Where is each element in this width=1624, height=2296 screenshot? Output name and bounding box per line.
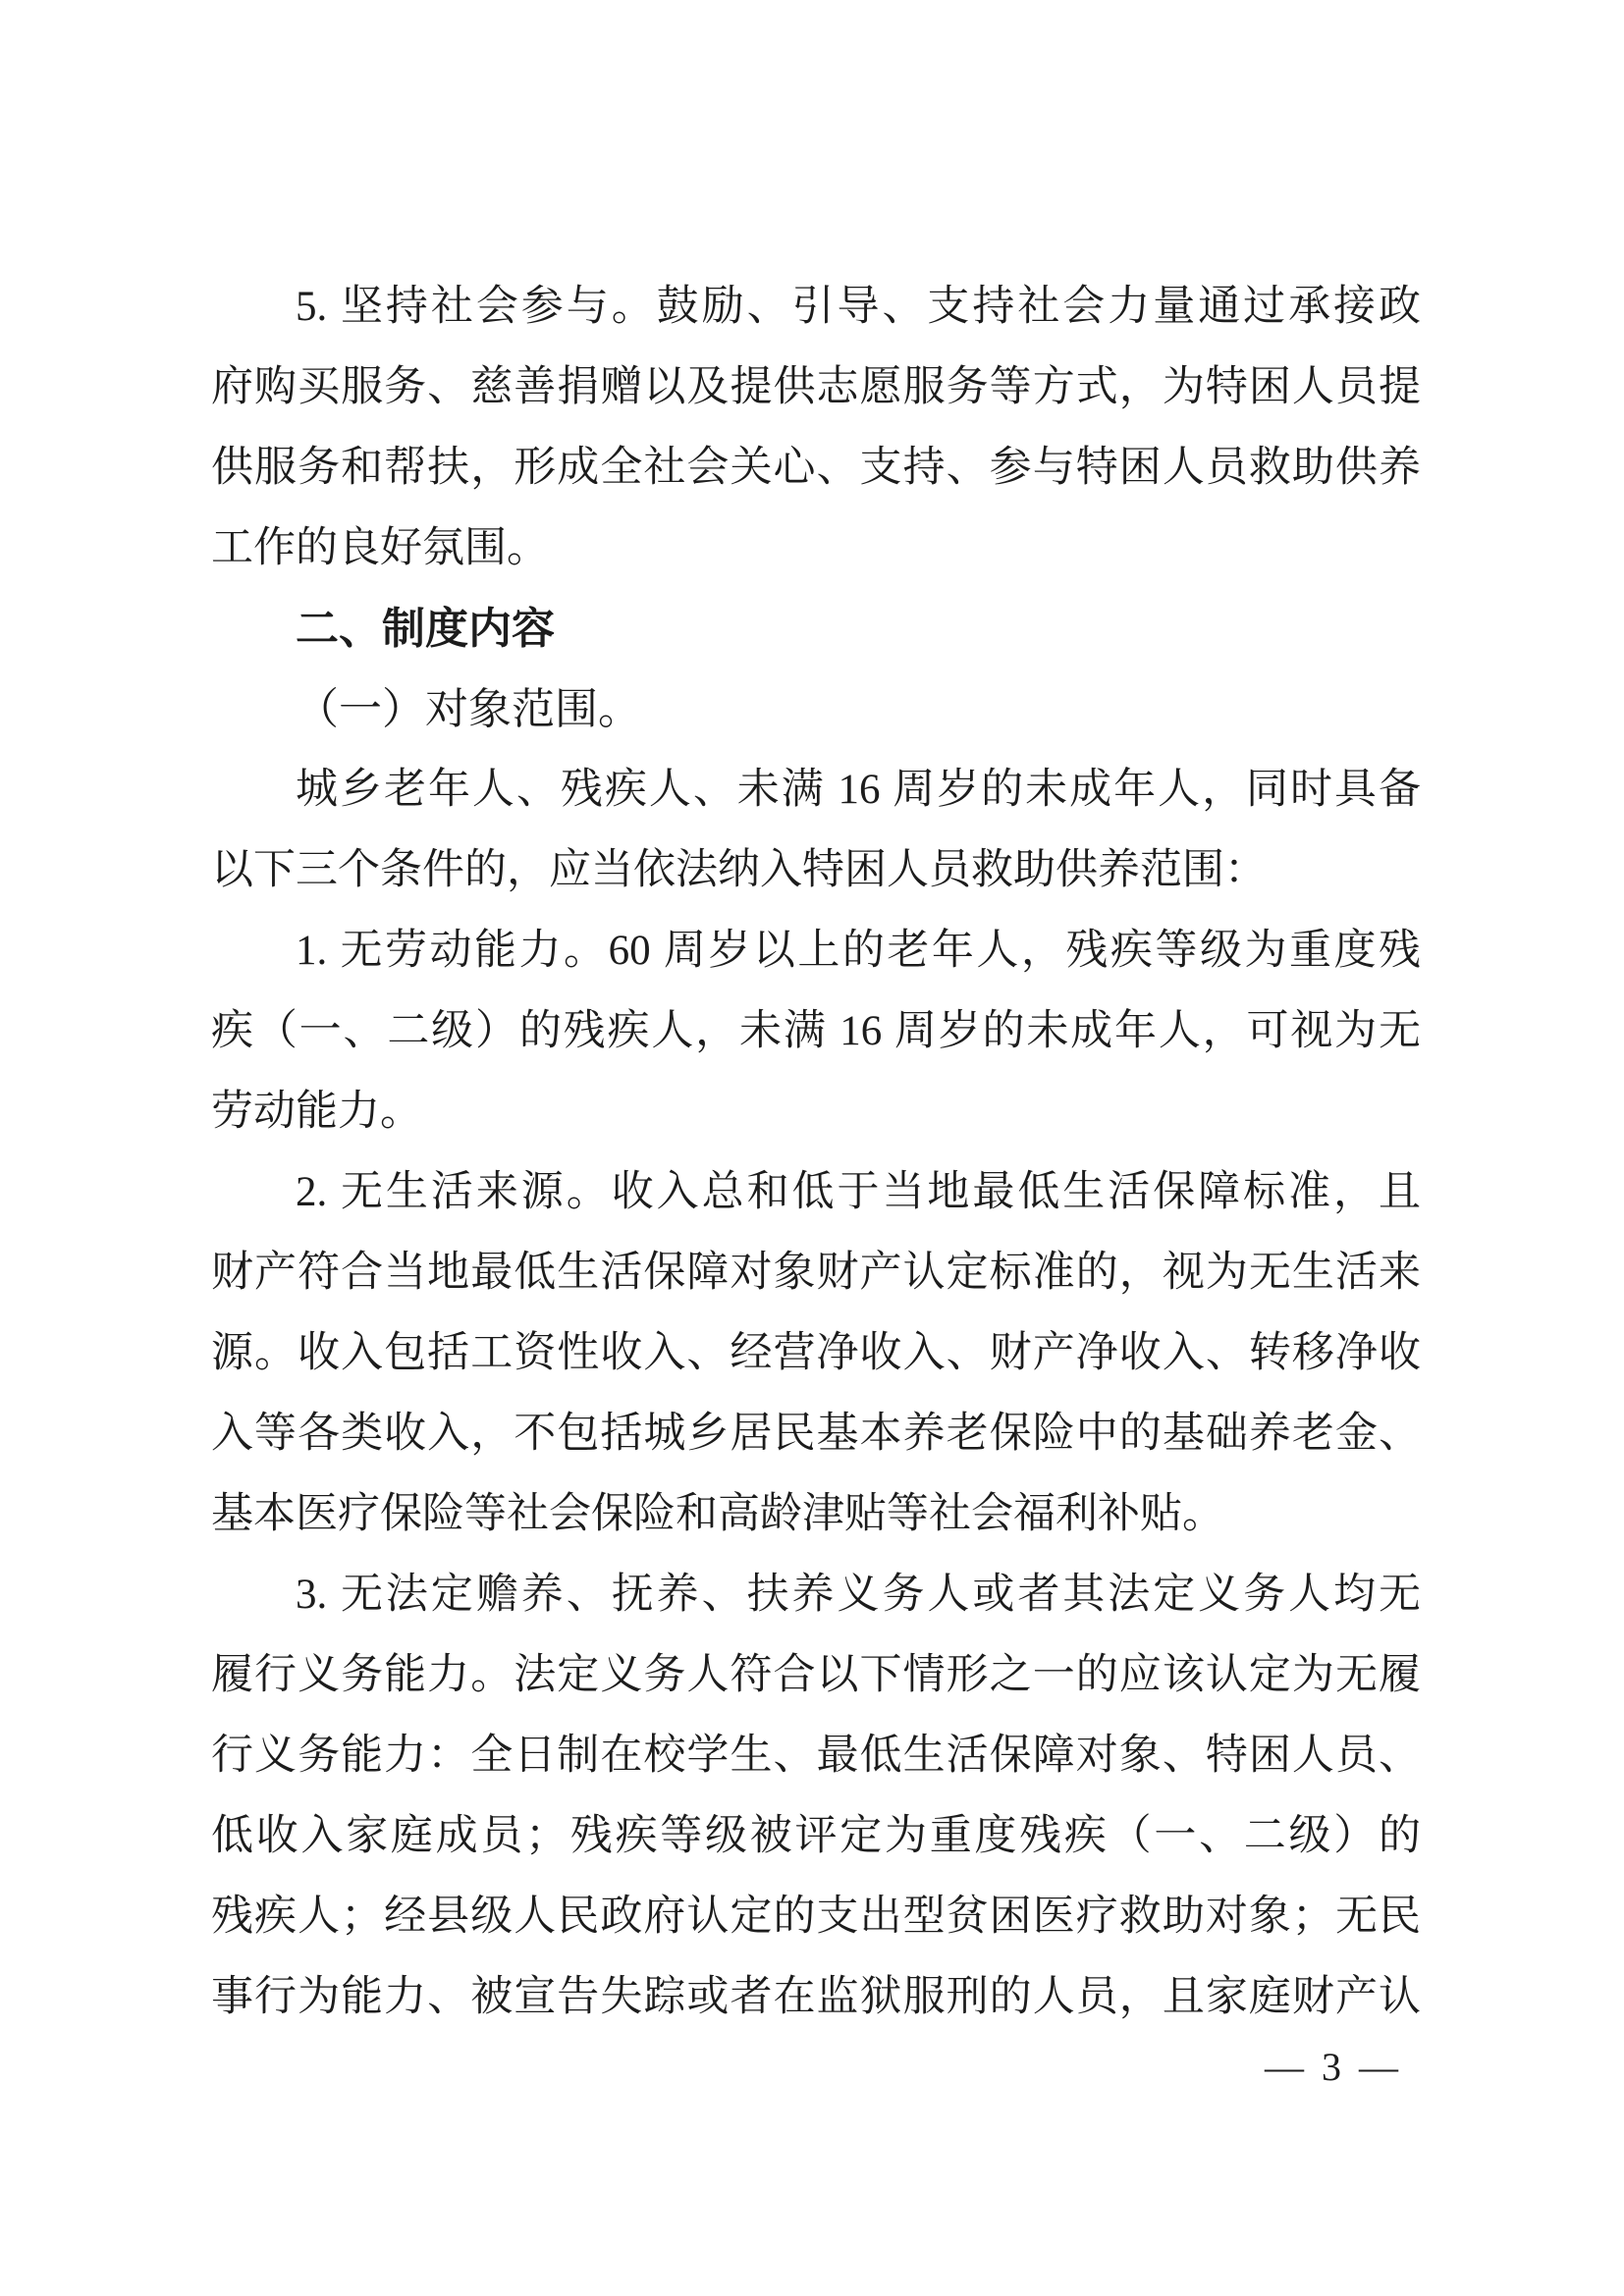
paragraph-line: 城乡老年人、残疾人、未满 16 周岁的未成年人，同时具备 — [296, 767, 1421, 813]
paragraph-line: 府购买服务、慈善捐赠以及提供志愿服务等方式，为特困人员提 — [211, 364, 1421, 410]
paragraph-line: 2. 无生活来源。收入总和低于当地最低生活保障标准，且 — [296, 1169, 1421, 1215]
page-number: — 3 — — [1265, 2045, 1402, 2089]
paragraph-line: 履行义务能力。法定义务人符合以下情形之一的应该认定为无履 — [211, 1652, 1421, 1698]
paragraph-line: 供服务和帮扶，形成全社会关心、支持、参与特困人员救助供养 — [211, 445, 1421, 491]
subsection-heading: （一）对象范围。 — [296, 685, 641, 733]
paragraph-line: 入等各类收入，不包括城乡居民基本养老保险中的基础养老金、 — [211, 1411, 1421, 1457]
paragraph-line: 基本医疗保险等社会保险和高龄津贴等社会福利补贴。 — [211, 1491, 1224, 1537]
paragraph-line: 财产符合当地最低生活保障对象财产认定标准的，视为无生活来 — [211, 1250, 1421, 1296]
paragraph-line: 残疾人；经县级人民政府认定的支出型贫困医疗救助对象；无民 — [211, 1894, 1421, 1940]
paragraph-line: 工作的良好氛围。 — [211, 525, 549, 571]
section-heading: 二、制度内容 — [296, 605, 555, 653]
paragraph-line: 事行为能力、被宣告失踪或者在监狱服刑的人员，且家庭财产认 — [211, 1974, 1421, 2020]
paragraph-line: 5. 坚持社会参与。鼓励、引导、支持社会力量通过承接政 — [296, 284, 1421, 330]
paragraph-line: 疾（一、二级）的残疾人，未满 16 周岁的未成年人，可视为无 — [211, 1008, 1421, 1054]
document-body — [211, 267, 1421, 2038]
paragraph-line: 1. 无劳动能力。60 周岁以上的老年人，残疾等级为重度残 — [296, 928, 1421, 974]
paragraph-line: 以下三个条件的，应当依法纳入特困人员救助供养范围： — [211, 847, 1267, 893]
paragraph-line: 3. 无法定赡养、抚养、扶养义务人或者其法定义务人均无 — [296, 1572, 1421, 1618]
paragraph-line: 行义务能力：全日制在校学生、最低生活保障对象、特困人员、 — [211, 1733, 1421, 1779]
paragraph-line: 劳动能力。 — [211, 1089, 422, 1135]
paragraph-line: 源。收入包括工资性收入、经营净收入、财产净收入、转移净收 — [211, 1330, 1421, 1376]
paragraph-line: 低收入家庭成员；残疾等级被评定为重度残疾（一、二级）的 — [211, 1813, 1421, 1859]
